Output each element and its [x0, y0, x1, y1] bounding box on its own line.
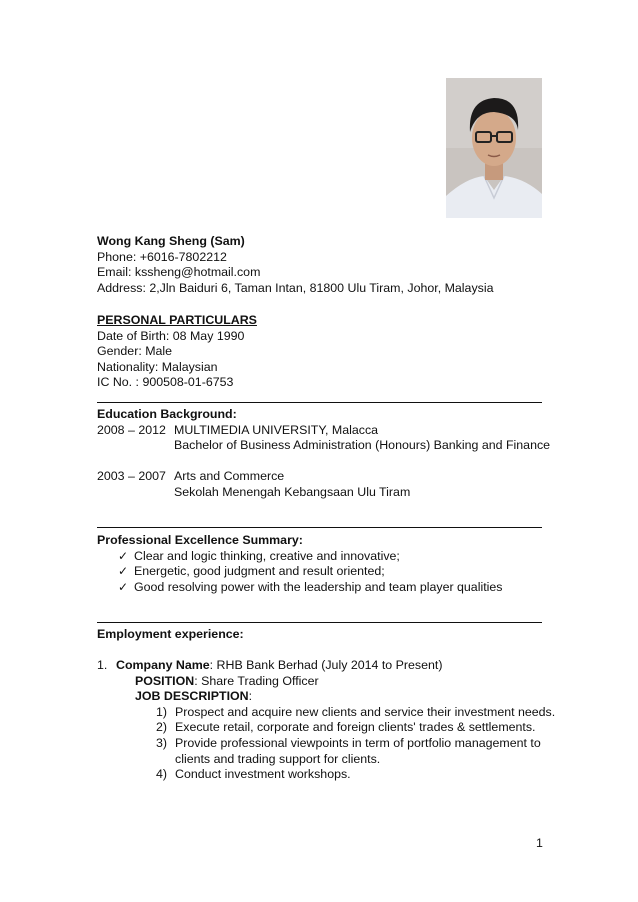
section-divider: [97, 402, 542, 403]
summary-item: [97, 580, 503, 596]
duty-number: 3): [156, 735, 168, 750]
duty-item: [97, 767, 542, 783]
job-description-line: [97, 689, 542, 705]
education-years: 2003 – 2007: [97, 469, 166, 484]
job-description-colon: :: [248, 689, 253, 704]
education-institution: MULTIMEDIA UNIVERSITY, Malacca: [174, 422, 379, 437]
duty-number: 4): [156, 767, 168, 782]
education-section: [97, 407, 550, 501]
duty-number: 2): [156, 720, 168, 735]
education-degree: Bachelor of Business Administration (Honours) Banking and Finance: [174, 438, 551, 453]
dob-line: Date of Birth: 08 May 1990: [97, 328, 245, 343]
position-label: POSITION: [135, 673, 195, 688]
company-label: Company Name: [116, 658, 210, 672]
checkmark-icon: ✓: [118, 579, 129, 594]
duty-text: Provide professional viewpoints in term of portfolio management to: [175, 735, 541, 750]
education-entry: [97, 469, 550, 500]
contact-block: [97, 234, 493, 296]
summary-item: [97, 549, 503, 565]
page-number: 1: [536, 836, 543, 850]
applicant-name: Wong Kang Sheng (Sam): [97, 234, 245, 248]
checkmark-icon: ✓: [118, 548, 129, 563]
ic-line: IC No. : 900508-01-6753: [97, 375, 234, 390]
gender-line: Gender: Male: [97, 344, 173, 359]
company-line: [97, 658, 542, 674]
duty-item: [97, 720, 542, 736]
personal-particulars-heading: PERSONAL PARTICULARS: [97, 313, 257, 327]
position-line: [97, 674, 542, 690]
job-description-label: JOB DESCRIPTION: [135, 689, 249, 704]
education-stream: Arts and Commerce: [174, 469, 285, 484]
employment-heading: Employment experience:: [97, 627, 244, 641]
phone-line: Phone: +6016-7802212: [97, 249, 227, 264]
duty-number: 1): [156, 704, 168, 719]
company-value: : RHB Bank Berhad (July 2014 to Present): [209, 658, 443, 672]
email-line: Email: kssheng@hotmail.com: [97, 265, 261, 280]
duty-continuation: clients and trading support for clients.: [175, 751, 381, 766]
duty-item: [97, 736, 542, 752]
summary-heading: Professional Excellence Summary:: [97, 533, 303, 547]
education-years: 2008 – 2012: [97, 422, 166, 437]
duty-text: Conduct investment workshops.: [175, 767, 351, 782]
job-number: 1.: [97, 658, 108, 672]
duty-text: Prospect and acquire new clients and service their investment needs.: [175, 704, 556, 719]
summary-item: [97, 564, 503, 580]
section-divider: [97, 622, 542, 623]
summary-item-text: Clear and logic thinking, creative and innovative;: [134, 548, 400, 563]
summary-section: [97, 533, 503, 595]
profile-photo: [446, 78, 542, 218]
address-line: Address: 2,Jln Baiduri 6, Taman Intan, 81800 Ulu Tiram, Johor, Malaysia: [97, 280, 494, 295]
section-divider: [97, 527, 542, 528]
personal-particulars-section: [97, 313, 257, 391]
checkmark-icon: ✓: [118, 564, 129, 579]
duty-text: Execute retail, corporate and foreign clients' trades & settlements.: [175, 720, 536, 735]
education-heading: Education Background:: [97, 407, 237, 421]
summary-item-text: Good resolving power with the leadership and team player qualities: [134, 579, 503, 594]
education-entry: [97, 423, 550, 454]
duty-item: [97, 704, 556, 721]
education-school: Sekolah Menengah Kebangsaan Ulu Tiram: [174, 484, 411, 499]
summary-item-text: Energetic, good judgment and result oriented;: [134, 564, 385, 579]
employment-entry: [97, 658, 556, 783]
nationality-line: Nationality: Malaysian: [97, 359, 218, 374]
position-value: : Share Trading Officer: [194, 673, 319, 688]
